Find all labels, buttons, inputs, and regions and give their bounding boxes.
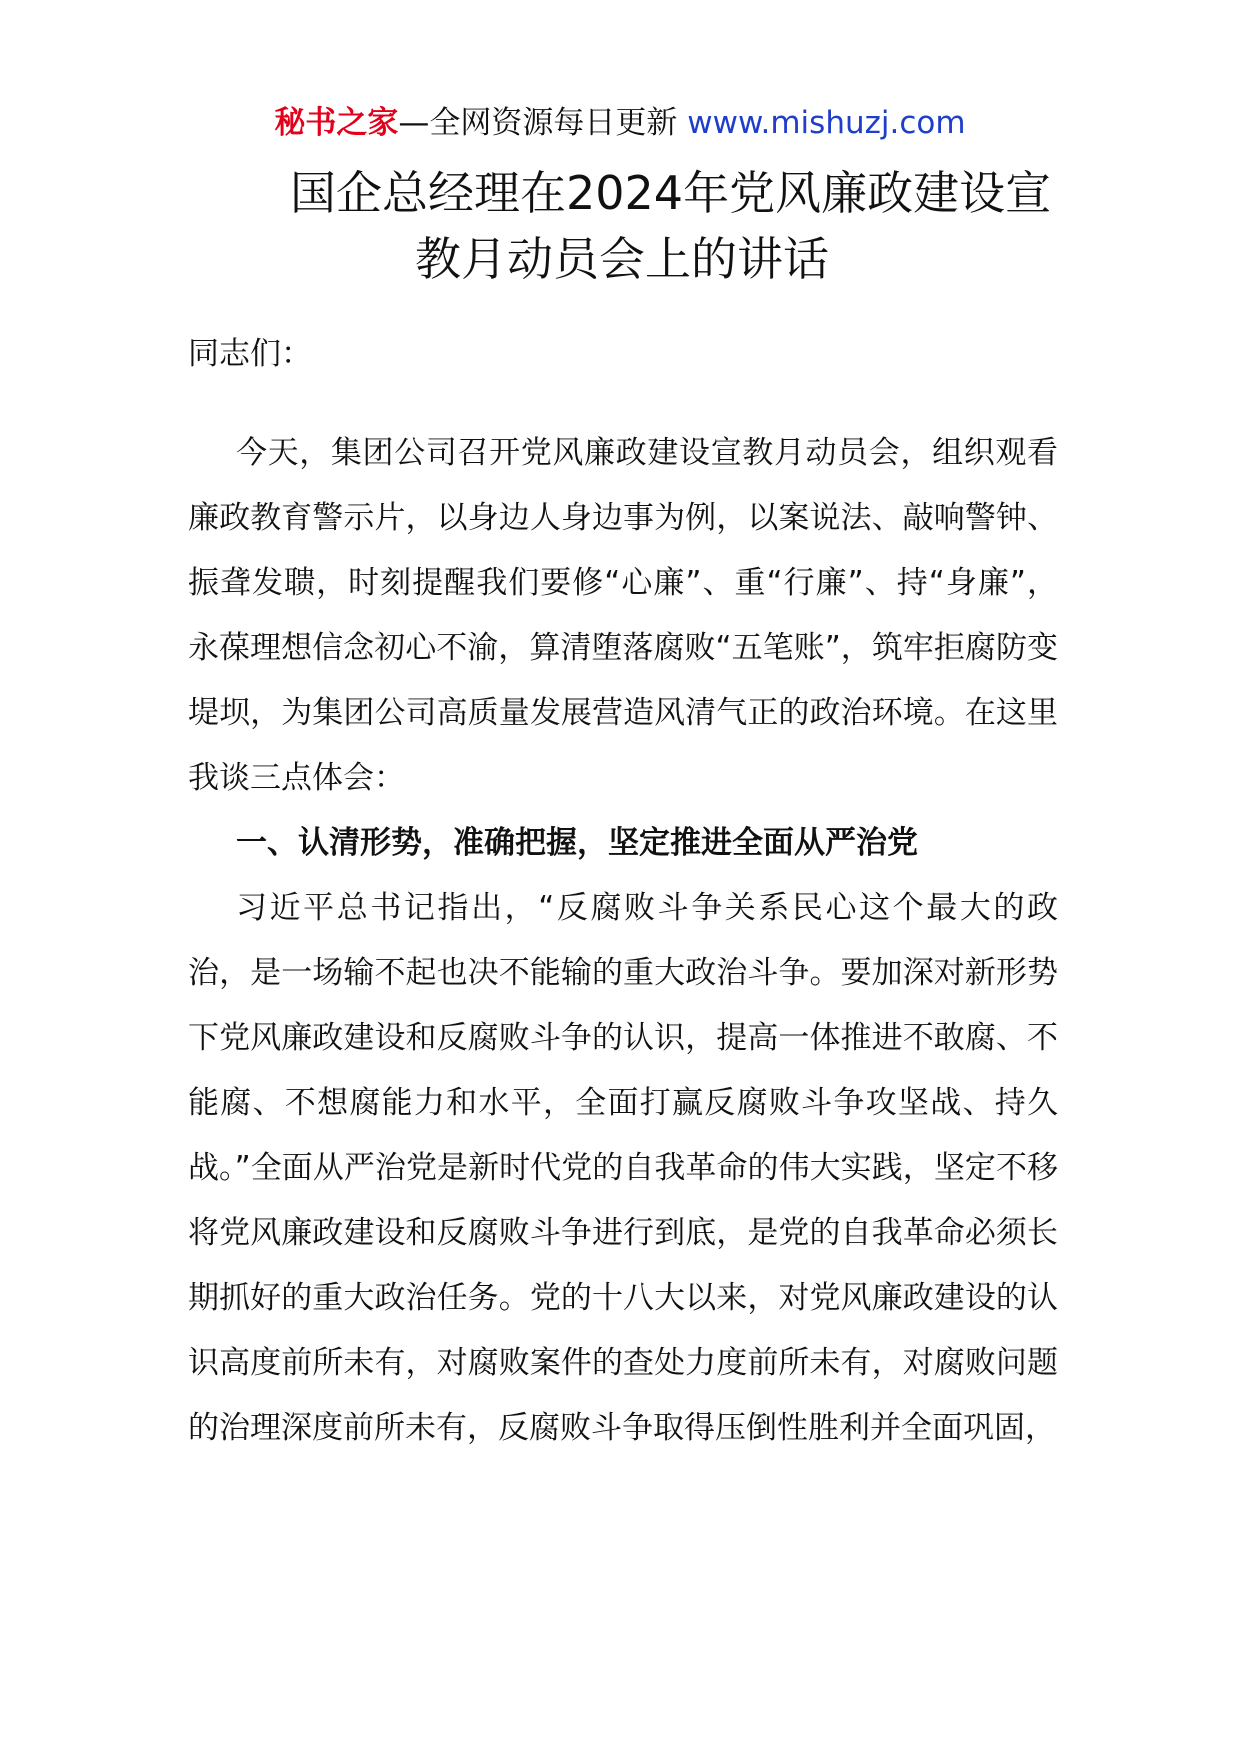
document-title [290, 160, 1080, 292]
intro-paragraph: 今天，集团公司召开党风廉政建设宣教月动员会，组织观看廉政教育警示片，以身边人身边事为例，以案说法、敲响警钟、振聋发聩，时刻提醒我们要修“心廉”、重“行廉”、持“身廉”，永葆理想信念初心不渝，算清堕落腐败“五笔账”，筑牢拒腐防变堤坝，为集团公司高质量发展营造风清气正的政治环境。在这里我谈三点体会： [188, 435, 1058, 796]
header-url-link[interactable]: www.mishuzj.com [687, 105, 966, 141]
title-line-1: 国企总经理在2024年党风廉政建设宣 [290, 166, 1052, 220]
section-1-paragraph: 习近平总书记指出，“反腐败斗争关系民心这个最大的政治，是一场输不起也决不能输的重大政治斗争。要加深对新形势下党风廉政建设和反腐败斗争的认识，提高一体推进不敢腐、不能腐、不想腐能力和水平，全面打赢反腐败斗争攻坚战、持久战。”全面从严治党是新时代党的自我革命的伟大实践，坚定不移将党风廉政建设和反腐败斗争进行到底，是党的自我革命必须长期抓好的重大政治任务。党的十八大以来，对党风廉政建设的认识高度前所未有，对腐败案件的查处力度前所未有，对腐败问题的治理深度前所未有，反腐败斗争取得压倒性胜利并全面巩固， [188, 890, 1058, 1446]
title-line-2: 教月动员会上的讲话 [415, 232, 829, 286]
header-tagline: —全网资源每日更新 [398, 105, 688, 141]
watermark-header [0, 100, 1240, 146]
document-body [188, 322, 1058, 1461]
section-heading-1: 一、认清形势，准确把握，坚定推进全面从严治党 [236, 825, 918, 861]
salutation: 同志们： [188, 336, 312, 372]
brand-name: 秘书之家 [274, 105, 399, 141]
